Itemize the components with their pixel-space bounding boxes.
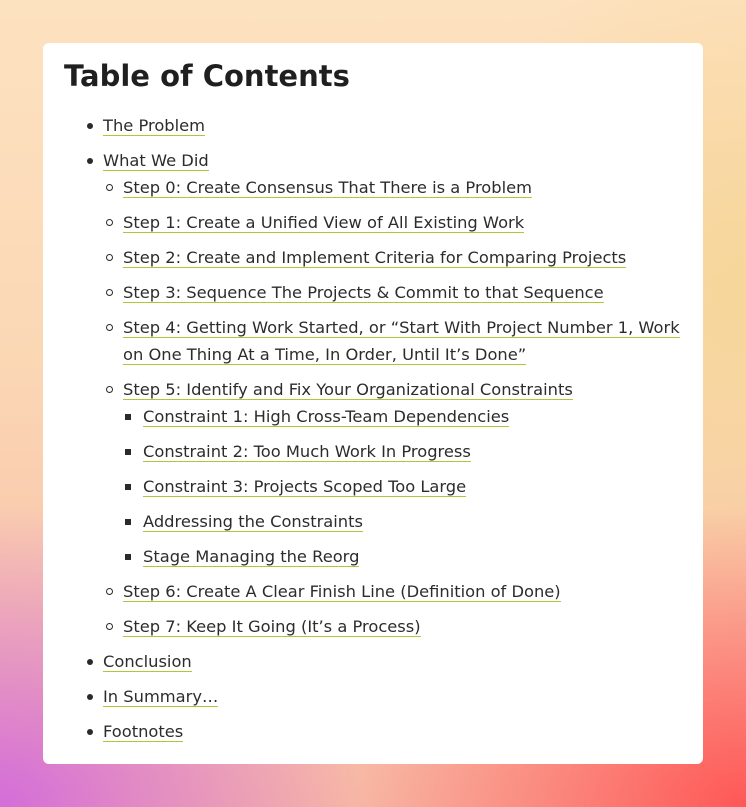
toc-link-step-2[interactable]: Step 2: Create and Implement Criteria for Comparing Projects (123, 248, 627, 267)
toc-list (64, 112, 685, 745)
list-item (103, 174, 685, 201)
list-item (64, 683, 685, 710)
list-item (103, 209, 685, 236)
list-item (103, 279, 685, 306)
toc-link-what-we-did[interactable]: What We Did (103, 151, 209, 170)
toc-card (43, 43, 703, 764)
list-item (123, 438, 685, 465)
list-item (123, 508, 685, 535)
toc-link-step-6[interactable]: Step 6: Create A Clear Finish Line (Definition of Done) (123, 582, 561, 601)
list-item (123, 473, 685, 500)
list-item (64, 718, 685, 745)
toc-link-step-0[interactable]: Step 0: Create Consensus That There is a Problem (123, 178, 532, 197)
toc-link-conclusion[interactable]: Conclusion (103, 652, 192, 671)
toc-link-step-4[interactable]: Step 4: Getting Work Started, or “Start With Project Number 1, Work on One Thing At a Time, In Order, Until It’s Done” (123, 318, 680, 364)
toc-sublist (103, 174, 685, 640)
list-item (64, 147, 685, 640)
list-item (103, 613, 685, 640)
list-item (103, 376, 685, 570)
toc-link-step-7[interactable]: Step 7: Keep It Going (It’s a Process) (123, 617, 421, 636)
toc-link-footnotes[interactable]: Footnotes (103, 722, 184, 741)
toc-subsublist (123, 403, 685, 570)
list-item (103, 578, 685, 605)
list-item (123, 543, 685, 570)
list-item (103, 244, 685, 271)
toc-link-step-3[interactable]: Step 3: Sequence The Projects & Commit to that Sequence (123, 283, 604, 302)
toc-link-constraint-3[interactable]: Constraint 3: Projects Scoped Too Large (143, 477, 467, 496)
toc-link-the-problem[interactable]: The Problem (103, 116, 206, 135)
page-title: Table of Contents (64, 59, 350, 93)
list-item (103, 314, 685, 368)
toc-link-step-5[interactable]: Step 5: Identify and Fix Your Organizational Constraints (123, 380, 573, 399)
list-item (64, 112, 685, 139)
toc-link-constraint-2[interactable]: Constraint 2: Too Much Work In Progress (143, 442, 471, 461)
toc-link-addressing-constraints[interactable]: Addressing the Constraints (143, 512, 363, 531)
toc-link-stage-managing[interactable]: Stage Managing the Reorg (143, 547, 360, 566)
list-item (123, 403, 685, 430)
toc-link-step-1[interactable]: Step 1: Create a Unified View of All Existing Work (123, 213, 525, 232)
list-item (64, 648, 685, 675)
toc-link-constraint-1[interactable]: Constraint 1: High Cross-Team Dependencies (143, 407, 510, 426)
toc-link-in-summary[interactable]: In Summary… (103, 687, 219, 706)
